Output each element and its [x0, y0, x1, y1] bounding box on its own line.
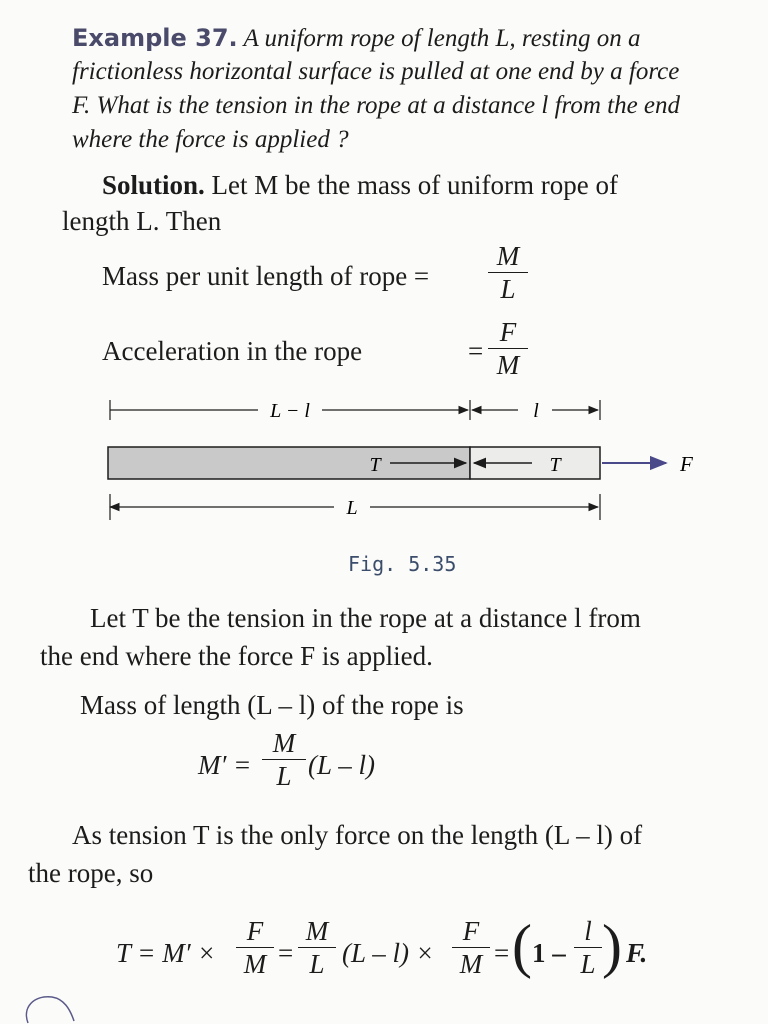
example-statement-line-3: F. What is the tension in the rope at a distance l from the end [72, 92, 681, 119]
fraction-numerator: F [462, 916, 480, 946]
paragraph-1-line-2: the end where the force F is applied. [40, 641, 433, 671]
fraction-numerator: M [272, 728, 296, 758]
eq1-rhs: (L – l) [308, 750, 376, 780]
fraction-denominator: L [276, 761, 292, 792]
mass-per-length-fraction [488, 242, 528, 304]
acceleration-label: Acceleration in the rope [102, 336, 363, 366]
eq2-fraction-2 [298, 917, 336, 979]
paragraph-1-line-1: Let T be the tension in the rope at a distance l from [90, 603, 641, 633]
label-L-minus-l: L − l [270, 400, 310, 422]
fraction-denominator: L [580, 949, 596, 980]
label-l: l [533, 400, 539, 422]
eq2-equals-2: = [494, 938, 510, 968]
label-T-right: T [549, 454, 561, 476]
fraction-bar [236, 947, 274, 948]
eq1-lhs: M′ = [198, 750, 252, 780]
example-text-1: A uniform rope of length L, resting on a [243, 25, 641, 52]
fraction-bar [574, 947, 602, 948]
eq2-part-c: (L – l) × [342, 938, 434, 968]
fraction-bar [298, 947, 336, 948]
label-F: F [680, 452, 693, 476]
label-L: L [346, 497, 358, 519]
example-label: Example 37. [72, 24, 238, 52]
paragraph-3-line-2: the rope, so [28, 858, 154, 888]
eq2-end: F. [626, 938, 648, 968]
fraction-denominator: M [496, 350, 520, 381]
rope-figure [100, 392, 720, 532]
eq2-paren-close: ) [602, 913, 622, 979]
figure-caption: Fig. 5.35 [348, 552, 457, 576]
solution-text: Let M be the mass of uniform rope of [211, 170, 618, 200]
eq2-part-a: T = M′ × [116, 938, 216, 968]
solution-label: Solution. [102, 170, 205, 200]
fraction-bar [262, 759, 306, 760]
mass-per-length-label: Mass per unit length of rope = [102, 261, 430, 291]
eq2-paren-open: ( [512, 913, 532, 979]
pen-mark-scribble [0, 985, 80, 1024]
fraction-denominator: M [459, 949, 483, 980]
fraction-denominator: M [243, 949, 267, 980]
paragraph-2: Mass of length (L – l) of the rope is [80, 690, 464, 720]
eq2-fraction-1 [236, 917, 274, 979]
fraction-numerator: M [305, 916, 329, 946]
fraction-denominator: L [309, 949, 325, 980]
eq2-equals-1: = [278, 938, 294, 968]
example-statement-line-4: where the force is applied ? [72, 126, 349, 153]
acceleration-equals: = [468, 336, 484, 366]
eq1-fraction [262, 729, 306, 791]
fraction-bar [488, 272, 528, 273]
fraction-numerator: l [584, 916, 592, 946]
fraction-numerator: F [246, 916, 264, 946]
paragraph-3-line-1: As tension T is the only force on the length (L – l) of [72, 820, 643, 850]
fraction-numerator: F [499, 317, 517, 347]
fraction-bar [452, 947, 490, 948]
solution-line-2: length L. Then [62, 206, 222, 236]
eq2-fraction-4 [574, 917, 602, 979]
eq2-one-minus: 1 – [532, 938, 566, 968]
solution-line-1 [102, 170, 618, 201]
fraction-bar [488, 348, 528, 349]
example-statement-line-1 [72, 24, 640, 53]
label-T-left: T [369, 454, 381, 476]
example-statement-line-2: frictionless horizontal surface is pulled at one end by a force [72, 58, 680, 85]
acceleration-fraction [488, 318, 528, 380]
fraction-denominator: L [500, 274, 516, 305]
fraction-numerator: M [496, 241, 520, 271]
eq2-fraction-3 [452, 917, 490, 979]
